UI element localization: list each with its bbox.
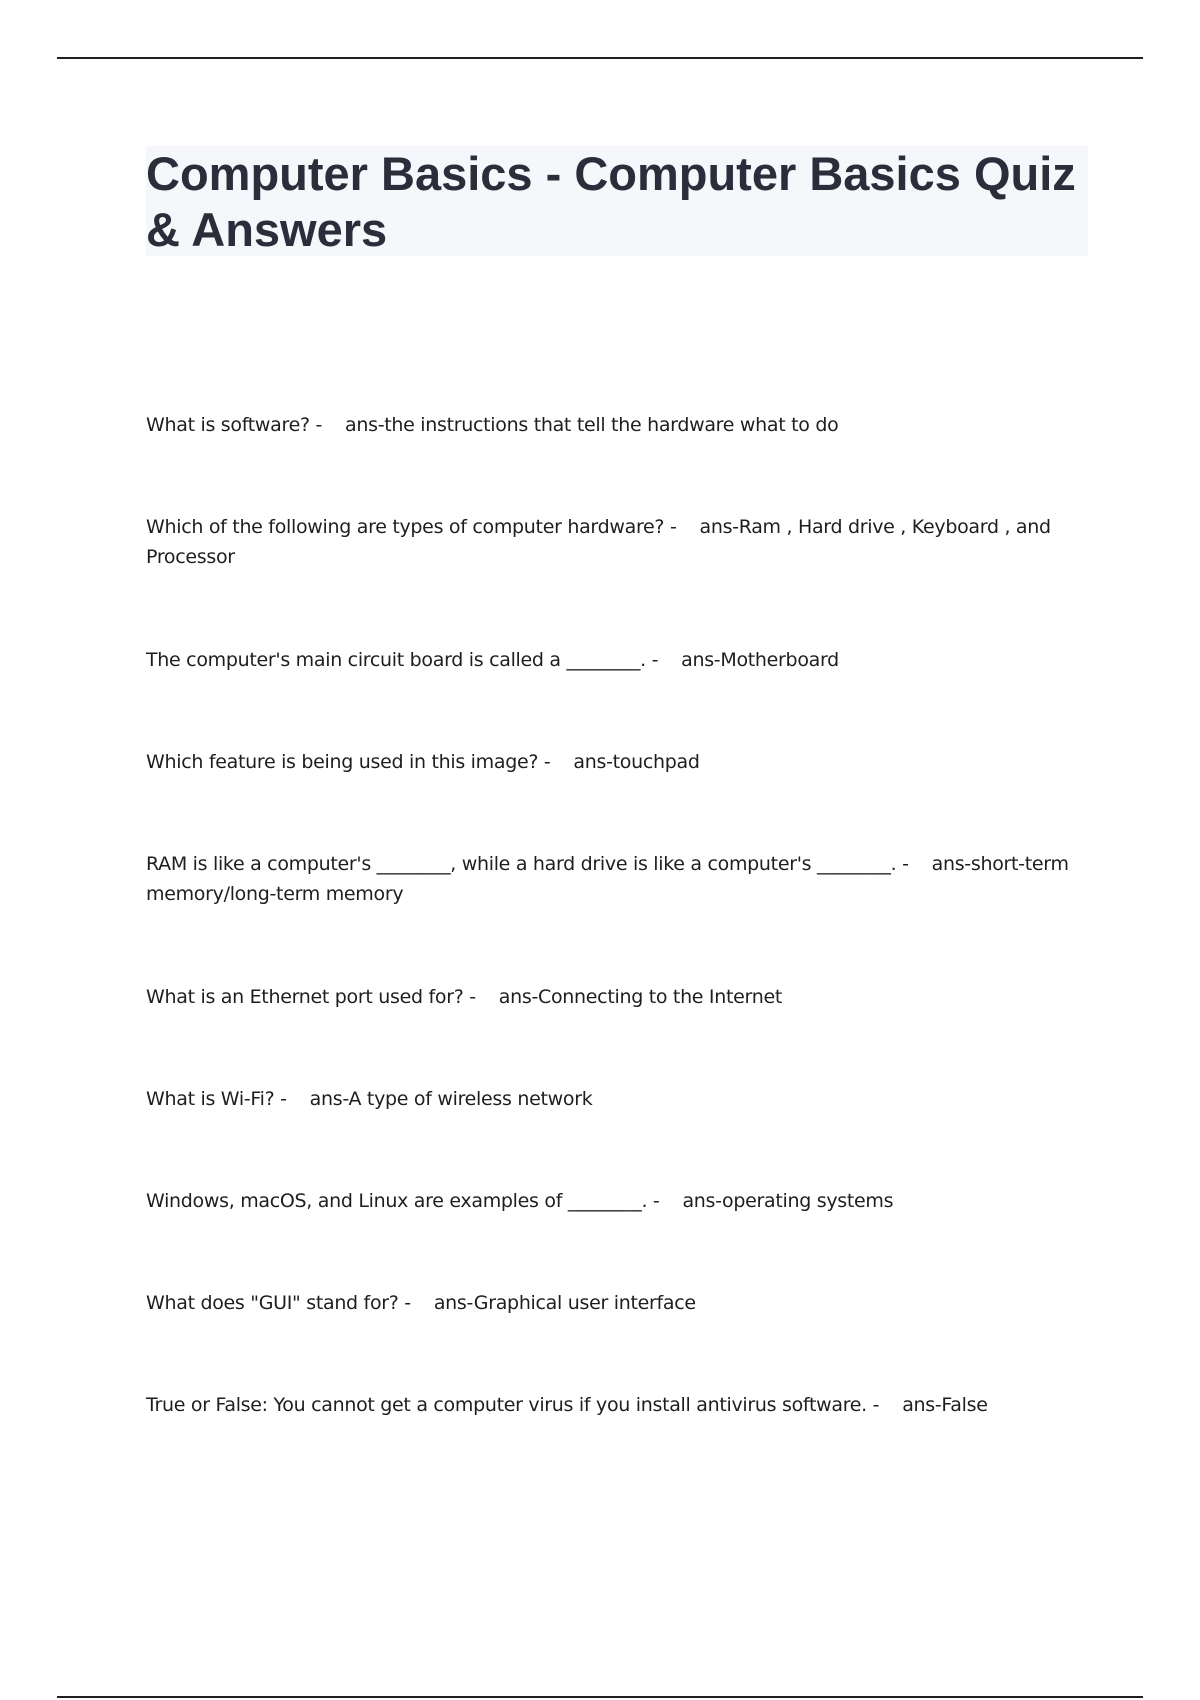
answer-text: ans-Connecting to the Internet (498, 986, 782, 1008)
qa-item (146, 645, 1086, 675)
answer-text: ans-Graphical user interface (433, 1292, 696, 1314)
qa-item (146, 747, 1086, 777)
question-text: The computer's main circuit board is called a ________. - (146, 649, 659, 671)
question-text: What is software? - (146, 414, 323, 436)
qa-item (146, 1084, 1086, 1114)
qa-item (146, 1390, 1086, 1420)
answer-text: ans-short-term memory/long-term memory (146, 853, 1069, 905)
top-divider (57, 57, 1143, 59)
answer-text: ans-False (902, 1394, 988, 1416)
answer-text: ans-Ram , Hard drive , Keyboard , and Processor (146, 516, 1051, 568)
bottom-divider (57, 1696, 1143, 1698)
qa-item (146, 982, 1086, 1012)
question-text: Which feature is being used in this image? - (146, 751, 551, 773)
answer-text: ans-A type of wireless network (309, 1088, 593, 1110)
question-text: What is an Ethernet port used for? - (146, 986, 476, 1008)
qa-item (146, 1288, 1086, 1318)
title-block (146, 146, 1088, 256)
answer-text: ans-Motherboard (681, 649, 839, 671)
question-text: Which of the following are types of computer hardware? - (146, 516, 677, 538)
qa-item (146, 512, 1086, 572)
question-text: True or False: You cannot get a computer virus if you install antivirus software. - (146, 1394, 880, 1416)
answer-text: ans-the instructions that tell the hardware what to do (345, 414, 839, 436)
qa-item (146, 410, 1086, 440)
qa-item (146, 849, 1086, 909)
qa-list (146, 410, 1086, 1420)
qa-item (146, 1186, 1086, 1216)
question-text: RAM is like a computer's ________, while a hard drive is like a computer's ________. - (146, 853, 909, 875)
question-text: What is Wi-Fi? - (146, 1088, 287, 1110)
answer-text: ans-operating systems (682, 1190, 894, 1212)
page-title: Computer Basics - Computer Basics Quiz & Answers (146, 147, 1076, 256)
question-text: Windows, macOS, and Linux are examples of ________. - (146, 1190, 660, 1212)
answer-text: ans-touchpad (573, 751, 700, 773)
question-text: What does "GUI" stand for? - (146, 1292, 411, 1314)
